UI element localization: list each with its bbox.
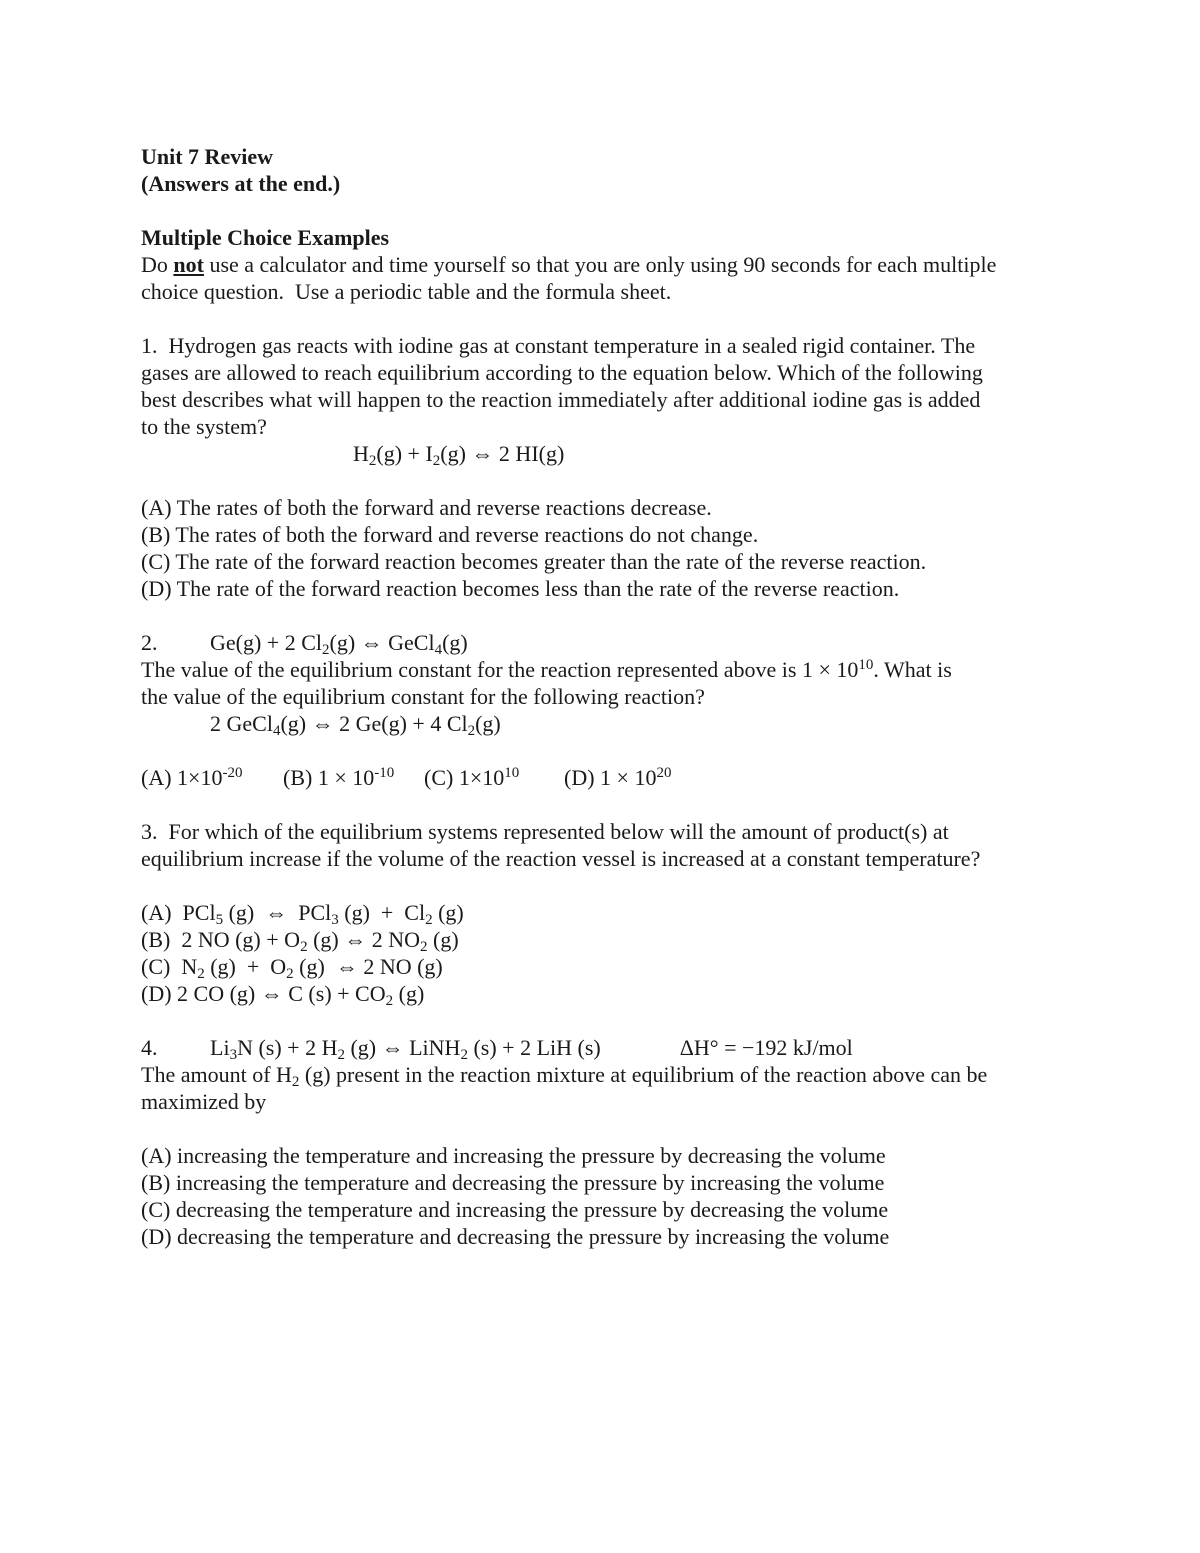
q3-choice-c: (C) $N_2$ $(g) + O_2$ (g) ⇔ 2 NO (g)	[141, 954, 443, 982]
q3-stem-line-2: equilibrium increase if the volume of the reaction vessel is increased at a constant temperature?	[141, 846, 981, 871]
q2-choice-b: (B) $1 \times 10^{-10}$	[283, 765, 395, 790]
q2-choice-a: (A) $1\times 10^{-20}$	[141, 765, 243, 790]
emphasis-not: not	[173, 252, 204, 277]
q2-choices	[141, 764, 1081, 791]
q1-stem-line-2: gases are allowed to reach equilibrium according to the equation below. Which of the following	[141, 360, 983, 385]
q4-enthalpy: ΔH° = −192 kJ/mol	[679, 1035, 853, 1060]
q4-choice-a: (A) increasing the temperature and increasing the pressure by decreasing the volume	[141, 1143, 886, 1168]
q4-choice-c: (C) decreasing the temperature and increasing the pressure by decreasing the volume	[141, 1197, 889, 1222]
q1-choice-b: (B) The rates of both the forward and reverse reactions do not change.	[141, 522, 759, 547]
q4-stem-line-1: The amount of $H_2$ (g) present in the reaction mixture at equilibrium of the reaction above can be	[141, 1062, 988, 1090]
q3-choice-d: (D) 2 CO (g) ⇔ C $(s) + CO_2$ (g)	[141, 981, 425, 1009]
q4-equation-line: 4. $Li_3N$ (s) + 2 $H_2$ (g) ⇔ LiNH$_2$ (s) + 2 LiH (s) ΔH° = −192 kJ/mol	[141, 1035, 853, 1063]
q1-choice-c: (C) The rate of the forward reaction becomes greater than the rate of the reverse reaction.	[141, 549, 927, 574]
q2-stem-line-2: the value of the equilibrium constant for the following reaction?	[141, 684, 705, 709]
q3-choice-b: (B) 2 NO $(g) + O_2$ (g) ⇔ 2 $NO_2$ (g)	[141, 927, 459, 955]
q1-equation: $H_2(g) + I_2(g)$ ⇔ 2 HI(g)	[353, 441, 565, 469]
q4-number: 4.	[141, 1035, 158, 1060]
q4-choice-d: (D) decreasing the temperature and decreasing the pressure by increasing the volume	[141, 1224, 890, 1249]
q2-choice-d: (D) $1 \times 10^{20}$	[564, 765, 672, 790]
q3-stem-line-1: 3. For which of the equilibrium systems represented below will the amount of product(s) at	[141, 819, 949, 844]
document-title: Unit 7 Review	[141, 144, 273, 169]
q1-choice-a: (A) The rates of both the forward and reverse reactions decrease.	[141, 495, 712, 520]
q4-choice-b: (B) increasing the temperature and decreasing the pressure by increasing the volume	[141, 1170, 885, 1195]
q2-second-equation: 2 GeCl$_4$(g) ⇔ 2 Ge(g) + 4 $Cl_2(g)$	[210, 711, 501, 739]
instructions-line-2: choice question. Use a periodic table and the formula sheet.	[141, 279, 672, 304]
q2-number: 2.	[141, 630, 158, 655]
section-heading: Multiple Choice Examples	[141, 225, 390, 250]
answers-note: (Answers at the end.)	[141, 171, 341, 196]
q1-choice-d: (D) The rate of the forward reaction becomes less than the rate of the reverse reaction.	[141, 576, 900, 601]
document-body	[141, 143, 1081, 1250]
q2-equation-line: 2. Ge(g) + 2 $Cl_2(g)$ ⇔ GeCl$_4$(g)	[141, 630, 468, 658]
q1-stem-line-3: best describes what will happen to the reaction immediately after additional iodine gas is added	[141, 387, 981, 412]
q2-stem-line-1: The value of the equilibrium constant for the reaction represented above is $1 \times 10^{10}$. What is	[141, 657, 952, 682]
q1-stem-line-4: to the system?	[141, 414, 267, 439]
instructions-line-1: Do not use a calculator and time yourself so that you are only using 90 seconds for each multiple	[141, 252, 997, 277]
q4-stem-line-2: maximized by	[141, 1089, 267, 1114]
q3-choice-a: (A) PCl$_5$ (g) ⇔ PCl$_3$ $(g) + Cl_2$ (g)	[141, 900, 464, 928]
q1-stem-line-1: 1. Hydrogen gas reacts with iodine gas at constant temperature in a sealed rigid container. The	[141, 333, 976, 358]
q2-choice-c: (C) $1\times 10^{10}$	[424, 765, 520, 790]
